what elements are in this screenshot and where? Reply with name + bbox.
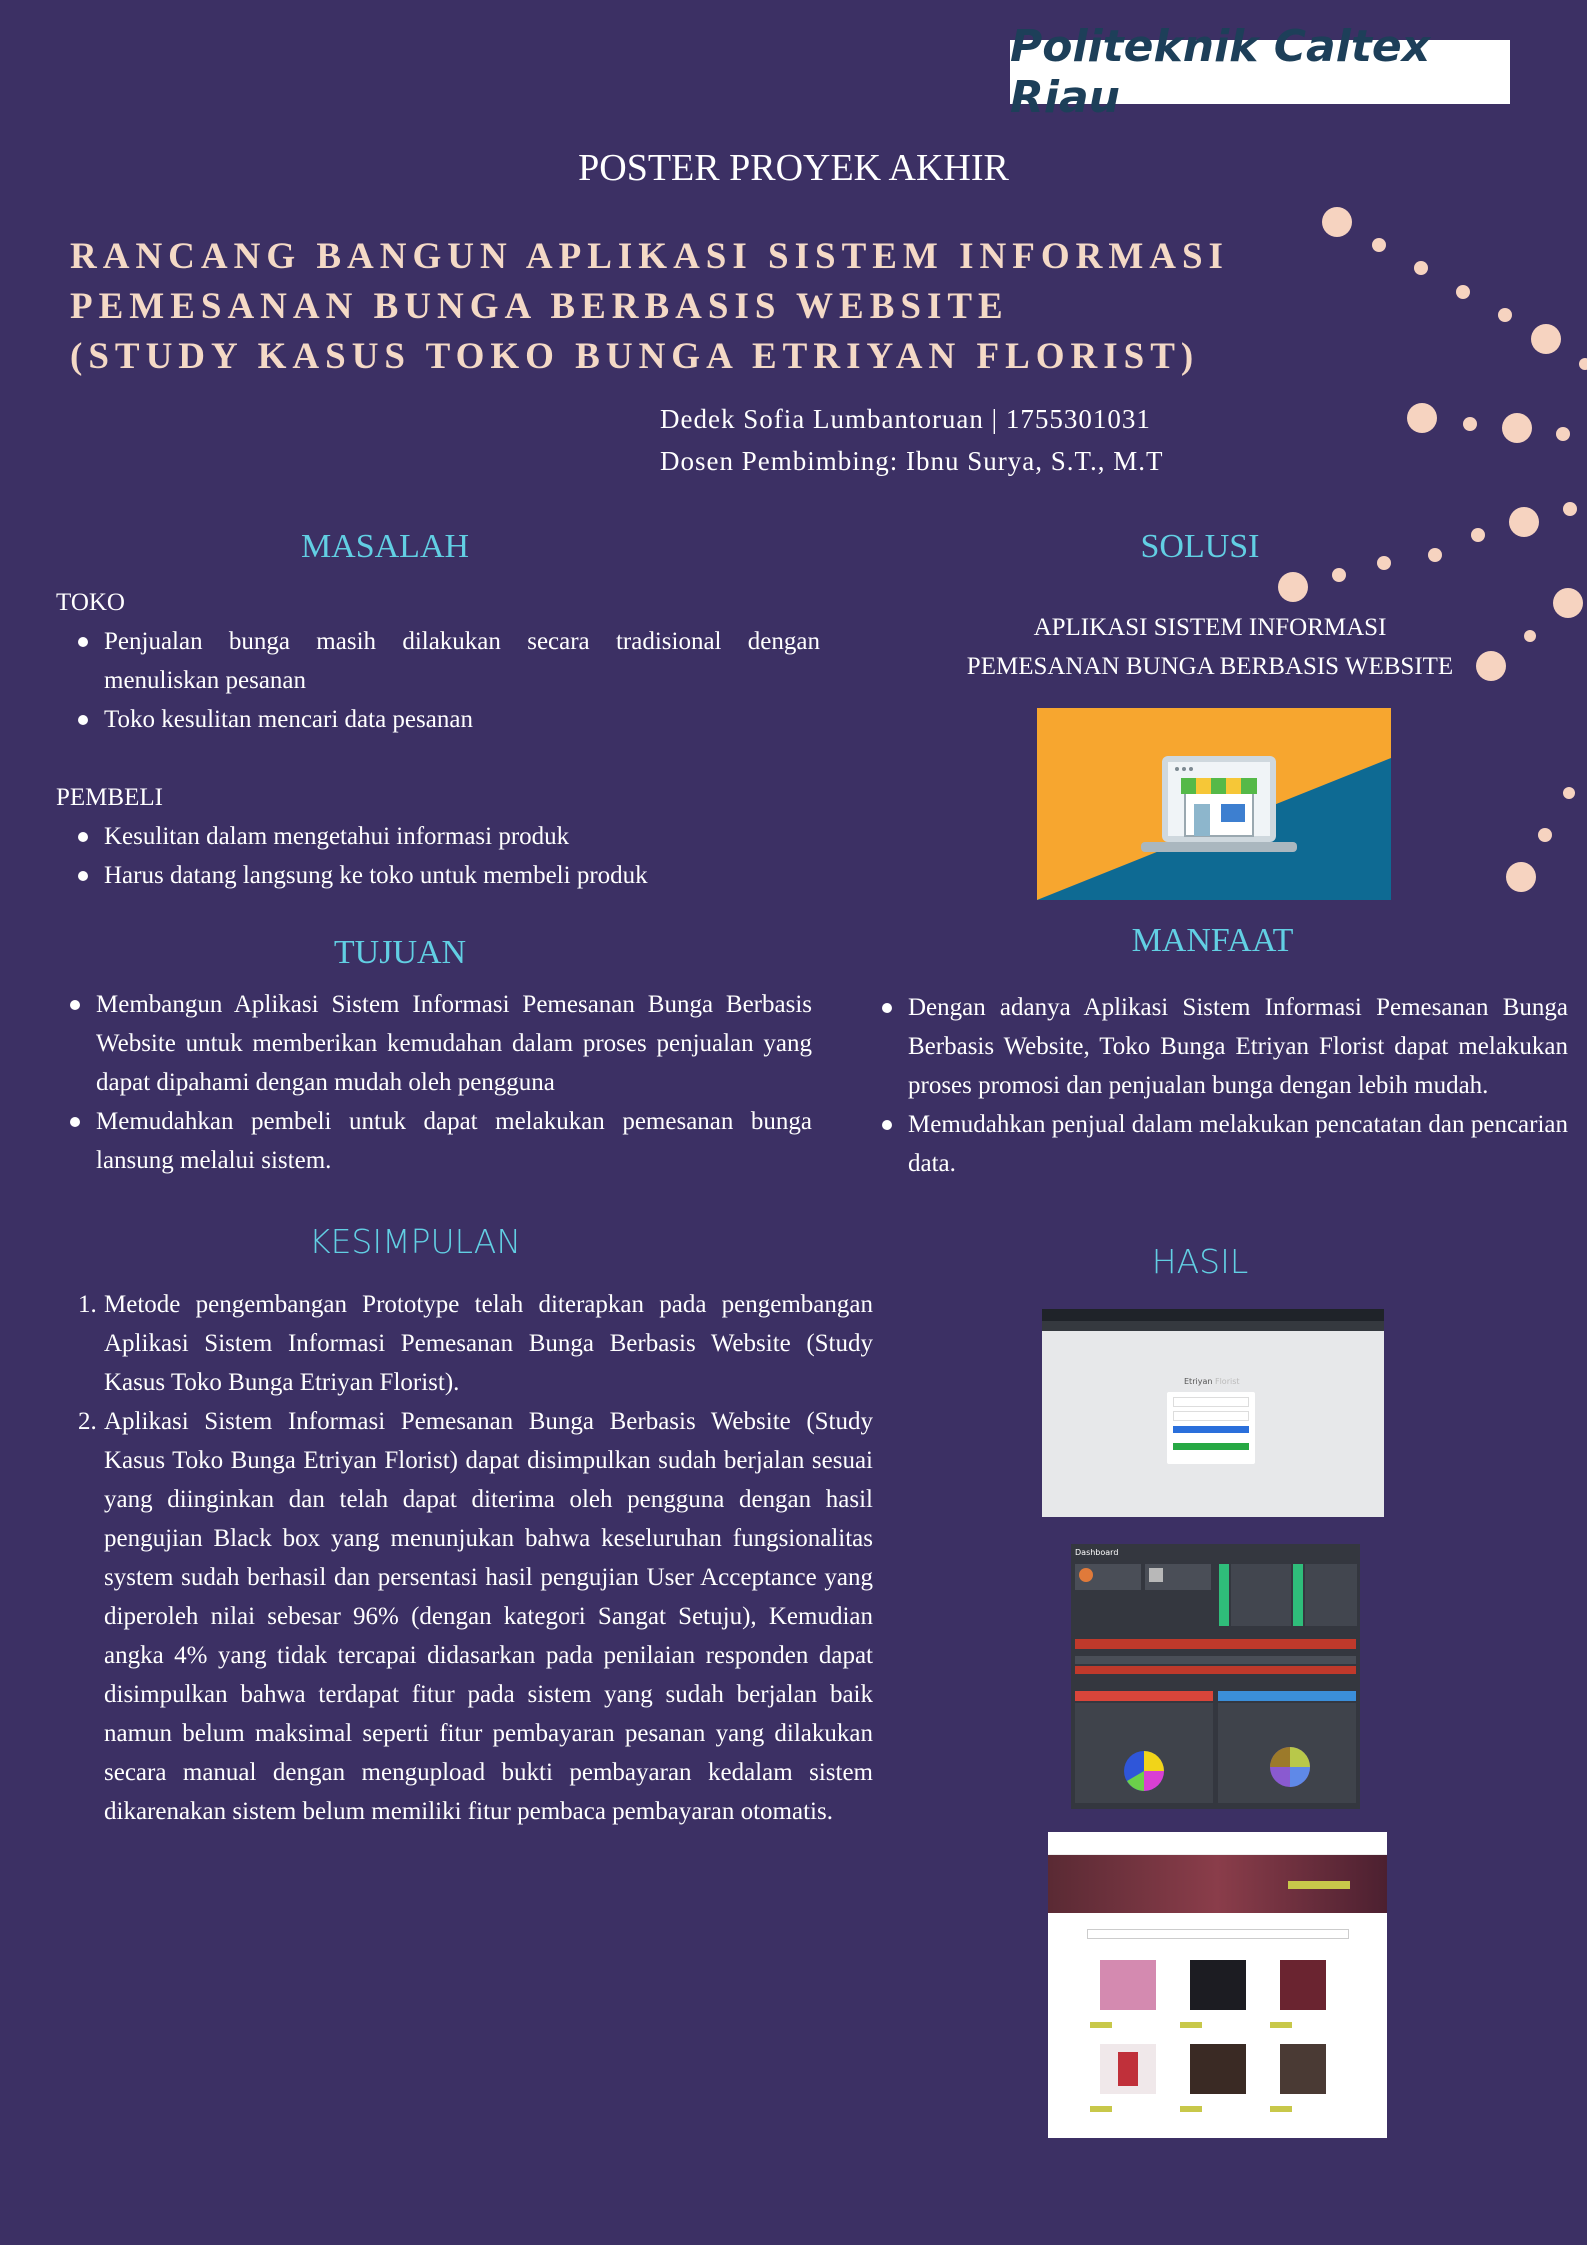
product-image — [1280, 2044, 1326, 2094]
dot — [1463, 417, 1477, 431]
toko-label: TOKO — [56, 589, 125, 616]
price-tag — [1270, 2106, 1292, 2112]
dot — [1322, 207, 1352, 237]
kesimpulan-heading: KESIMPULAN — [308, 1222, 522, 1261]
title-line-2: PEMESANAN BUNGA BERBASIS WEBSITE — [70, 286, 1009, 327]
store-banner — [1048, 1855, 1387, 1913]
product-image — [1190, 2044, 1246, 2094]
stat-bar — [1219, 1564, 1229, 1626]
login-brand-accent: Florist — [1214, 1377, 1240, 1386]
dot — [1414, 261, 1428, 275]
solusi-text — [900, 608, 1520, 686]
solusi-line-1: APLIKASI SISTEM INFORMASI — [1033, 614, 1387, 641]
product-image — [1100, 2044, 1156, 2094]
browser-titlebar — [1042, 1309, 1384, 1321]
logo-text: Politeknik Caltex Riau — [1010, 21, 1431, 123]
login-brand-name: Etriyan — [1184, 1377, 1213, 1386]
login-brand — [1184, 1377, 1240, 1386]
login-form — [1167, 1392, 1255, 1464]
dot — [1531, 324, 1561, 354]
stat-card — [1145, 1564, 1211, 1590]
list-item: Harus datang langsung ke toko untuk membeli produk — [104, 856, 820, 895]
price-tag — [1180, 2106, 1202, 2112]
tujuan-heading: TUJUAN — [333, 934, 467, 971]
browser-toolbar — [1042, 1321, 1384, 1331]
username-field — [1173, 1397, 1249, 1407]
price-tag — [1180, 2022, 1202, 2028]
alert-bar — [1075, 1639, 1356, 1649]
storefront-screenshot — [1048, 1832, 1387, 2138]
list-item: Dengan adanya Aplikasi Sistem Informasi Pemesanan Bunga Berbasis Website, Toko Bunga Etriyan Florist dapat melakukan proses promosi dan penjualan bunga dengan lebih mudah. — [908, 988, 1568, 1105]
chart-panel — [1218, 1703, 1356, 1803]
dot — [1524, 630, 1536, 642]
kesimpulan-section — [56, 1285, 873, 1831]
list-item-text: Metode pengembangan Prototype telah diterapkan pada pengembangan Aplikasi Sistem Informasi Pemesanan Bunga Berbasis Website (Study Kasus Toko Bunga Etriyan Florist). — [104, 1291, 873, 1396]
dot — [1506, 862, 1536, 892]
tujuan-section — [48, 985, 812, 1180]
stat-list — [1305, 1564, 1357, 1626]
stat-list — [1231, 1564, 1291, 1626]
password-field — [1173, 1411, 1249, 1421]
solusi-line-2: PEMESANAN BUNGA BERBASIS WEBSITE — [966, 653, 1454, 680]
dot — [1372, 238, 1386, 252]
dot — [1428, 548, 1442, 562]
table-row — [1075, 1666, 1356, 1674]
dot — [1563, 787, 1575, 799]
pembeli-label: PEMBELI — [56, 784, 163, 811]
dot — [1278, 572, 1308, 602]
institution-logo — [1010, 21, 1510, 123]
author-name: Dedek Sofia Lumbantoruan | 1755301031 — [660, 404, 1151, 434]
list-item: Membangun Aplikasi Sistem Informasi Pemesanan Bunga Berbasis Website untuk memberikan kemudahan dalam proses penjualan yang dapat dipahami dengan mudah oleh pengguna — [96, 985, 812, 1102]
price-tag — [1090, 2022, 1112, 2028]
poster-label: POSTER PROYEK AKHIR — [578, 147, 1009, 189]
manfaat-heading: MANFAAT — [1131, 922, 1294, 959]
login-page-screenshot — [1042, 1309, 1384, 1517]
login-button — [1173, 1426, 1249, 1433]
masalah-heading: MASALAH — [300, 528, 470, 565]
dot — [1538, 828, 1552, 842]
dot — [1579, 358, 1587, 370]
list-item: Penjualan bunga masih dilakukan secara tradisional dengan menuliskan pesanan — [104, 622, 820, 700]
dot — [1456, 285, 1470, 299]
dot — [1471, 528, 1485, 542]
stat-card — [1075, 1564, 1141, 1590]
register-button — [1173, 1443, 1249, 1450]
hasil-heading: HASIL — [1151, 1242, 1249, 1281]
title-line-3: (STUDY KASUS TOKO BUNGA ETRIYAN FLORIST) — [70, 336, 1200, 377]
list-item: Toko kesulitan mencari data pesanan — [104, 700, 820, 739]
table-header — [1075, 1656, 1356, 1664]
store-navbar — [1048, 1832, 1387, 1855]
panel-header — [1218, 1691, 1356, 1701]
dot — [1502, 413, 1532, 443]
author-block — [660, 398, 1163, 482]
stat-bar — [1293, 1564, 1303, 1626]
panel-header — [1075, 1691, 1213, 1701]
dot — [1509, 507, 1539, 537]
product-image — [1100, 1960, 1156, 2010]
dashboard-screenshot — [1071, 1544, 1360, 1809]
dot — [1498, 308, 1512, 322]
dot — [1332, 568, 1346, 582]
list-item-text: Aplikasi Sistem Informasi Pemesanan Bunga Berbasis Website (Study Kasus Toko Bunga Etriyan Florist) dapat disimpulkan sudah berjalan sesuai yang diinginkan dan telah dapat diterima oleh pengguna dengan hasil pengujian Black box yang menunjukan bahwa keseluruhan fungsionalitas system sudah berhasil dan persentasi hasil pengujian User Acceptance yang diperoleh nilai sebesar 96% (dengan kategori Sangat Setuju), Kemudian angka 4% yang tidak tercapai didasarkan pada penilaian responden dapat disimpulkan bahwa terdapat fitur pada sistem yang sudah berjalan baik namun belum maksimal seperti fitur pembayaran pesanan yang dilakukan secara manual dengan mengupload bukti pembayaran kedalam sistem dikarenakan sistem belum memiliki fitur pembaca pembayaran otomatis. — [104, 1408, 873, 1825]
poster-title — [70, 232, 1310, 382]
product-image — [1190, 1960, 1246, 2010]
solusi-heading: SOLUSI — [1140, 528, 1260, 565]
list-item: Memudahkan pembeli untuk dapat melakukan pemesanan bunga lansung melalui sistem. — [96, 1102, 812, 1180]
dashboard-title: Dashboard — [1075, 1548, 1119, 1557]
list-item: Memudahkan penjual dalam melakukan pencatatan dan pencarian data. — [908, 1105, 1568, 1183]
title-line-1: RANCANG BANGUN APLIKASI SISTEM INFORMASI — [70, 236, 1229, 277]
price-tag — [1270, 2022, 1292, 2028]
list-item: 1. Metode pengembangan Prototype telah diterapkan pada pengembangan Aplikasi Sistem Informasi Pemesanan Bunga Berbasis Website (Study Kasus Toko Bunga Etriyan Florist). — [78, 1291, 873, 1396]
price-tag — [1090, 2106, 1112, 2112]
supervisor-name: Dosen Pembimbing: Ibnu Surya, S.T., M.T — [660, 446, 1164, 476]
dot — [1407, 403, 1437, 433]
product-image — [1280, 1960, 1326, 2010]
manfaat-section — [860, 988, 1568, 1183]
list-item: Kesulitan dalam mengetahui informasi produk — [104, 817, 820, 856]
chart-panel — [1075, 1703, 1213, 1803]
dot — [1563, 502, 1577, 516]
dot — [1553, 588, 1583, 618]
store-search — [1087, 1929, 1349, 1939]
banner-button — [1288, 1881, 1350, 1889]
masalah-section — [56, 583, 820, 895]
dot — [1556, 427, 1570, 441]
list-item: 2. Aplikasi Sistem Informasi Pemesanan Bunga Berbasis Website (Study Kasus Toko Bunga Etriyan Florist) dapat disimpulkan sudah berjalan sesuai yang diinginkan dan telah dapat diterima oleh pengguna dengan hasil pengujian Black box yang menunjukan bahwa keseluruhan fungsionalitas system sudah berhasil dan persentasi hasil pengujian User Acceptance yang diperoleh nilai sebesar 96% (dengan kategori Sangat Setuju), Kemudian angka 4% yang tidak tercapai didasarkan pada penilaian responden dapat disimpulkan bahwa terdapat fitur pada sistem yang sudah berjalan baik namun belum maksimal seperti fitur pembayaran pesanan yang dilakukan secara manual dengan mengupload bukti pembayaran kedalam sistem dikarenakan sistem belum memiliki fitur pembaca pembayaran otomatis. — [78, 1408, 873, 1825]
online-store-illustration — [1037, 708, 1391, 900]
